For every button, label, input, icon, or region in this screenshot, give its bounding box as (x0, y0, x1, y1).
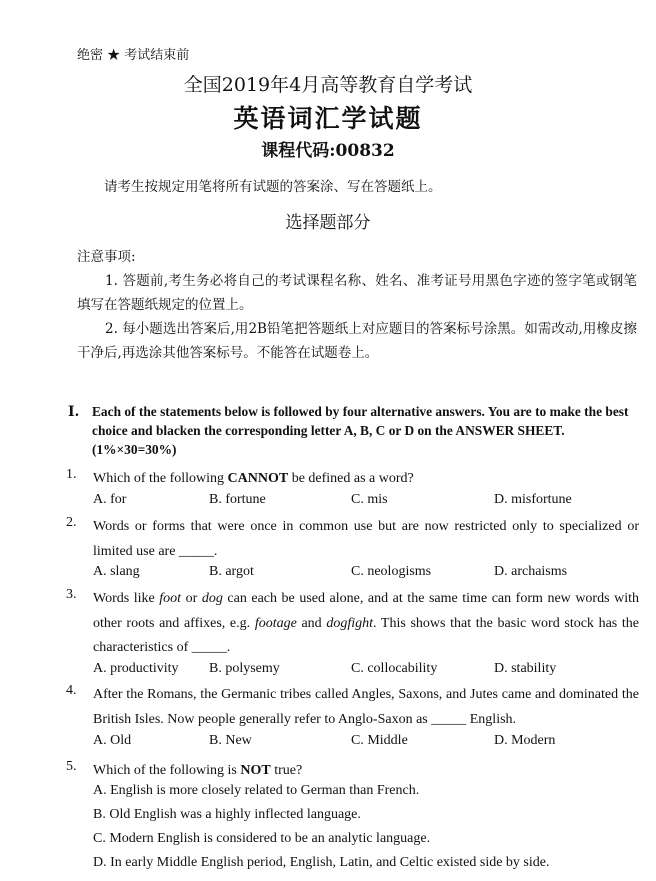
option-d: D. In early Middle English period, English, Latin, and Celtic existed side by side. (93, 855, 550, 870)
question-number: 2. (66, 515, 77, 530)
options-row (93, 492, 639, 512)
exam-title: 全国2019年4月高等教育自学考试 (183, 74, 473, 96)
options-row (93, 564, 639, 584)
note-item: 2. 每小题选出答案后,用2B铅笔把答题纸上对应题目的答案标号涂黑。如需改动,用橡皮擦干净后,再选涂其他答案标号。不能答在试题卷上。 (77, 321, 637, 361)
course-code: 课程代码:00832 (261, 141, 395, 161)
section-score: (1%×30=30%) (92, 442, 177, 457)
option-b: B. argot (209, 564, 254, 579)
option-c: C. Middle (351, 733, 408, 748)
notes-heading: 注意事项: (77, 249, 136, 265)
option-a: A. productivity (93, 661, 179, 676)
option-d: D. Modern (494, 733, 556, 748)
option-a: A. English is more closely related to German than French. (93, 783, 420, 798)
section-instruction-text: Each of the statements below is followed by four alternative answers. You are to make the best choice and blacken the corresponding letter A, B, C or D on the ANSWER SHEET. (92, 404, 629, 438)
option-c: C. collocability (351, 661, 438, 676)
option-d: D. misfortune (494, 492, 572, 507)
option-b: B. Old English was a highly inflected language. (93, 807, 361, 822)
option-b: B. polysemy (209, 661, 280, 676)
option-a: A. for (93, 492, 127, 507)
option-d: D. archaisms (494, 564, 568, 579)
answer-instruction: 请考生按规定用笔将所有试题的答案涂、写在答题纸上。 (104, 179, 442, 195)
option-c: C. mis (351, 492, 388, 507)
option-c: C. neologisms (351, 564, 432, 579)
question-number: 5. (66, 759, 77, 774)
confidential-label: 绝密 ★ 考试结束前 (77, 48, 190, 63)
question-stem: Words like foot or dog can each be used alone, and at the same time can form new words with other roots and affixes, e.g. footage and dogfight. This shows that the basic word stock has the characteristics of _____. (93, 591, 639, 655)
section-number: I. (68, 404, 80, 420)
question-stem: After the Romans, the Germanic tribes called Angles, Saxons, and Jutes came and dominated the British Isles. Now people generally refer to Anglo-Saxon as _____ English. (93, 687, 639, 727)
options-row (93, 733, 639, 753)
section-instruction (92, 402, 639, 459)
question-stem: Which of the following is NOT true? (93, 763, 303, 778)
question-stem: Words or forms that were once in common use but are now restricted only to specialized or limited use are _____. (93, 519, 639, 559)
option-c: C. Modern English is considered to be an analytic language. (93, 831, 431, 846)
question-number: 4. (66, 683, 77, 698)
question-stem: Which of the following CANNOT be defined as a word? (93, 471, 414, 486)
part-title: 选择题部分 (285, 213, 371, 233)
question-number: 3. (66, 587, 77, 602)
option-b: B. fortune (209, 492, 266, 507)
option-a: A. slang (93, 564, 140, 579)
option-d: D. stability (494, 661, 557, 676)
option-a: A. Old (93, 733, 132, 748)
option-b: B. New (209, 733, 252, 748)
options-row (93, 661, 639, 681)
paper-title: 英语词汇学试题 (233, 104, 423, 133)
note-item: 1. 答题前,考生务必将自己的考试课程名称、姓名、准考证号用黑色字迹的签字笔或钢笔填写在答题纸规定的位置上。 (77, 273, 637, 313)
question-number: 1. (66, 467, 77, 482)
